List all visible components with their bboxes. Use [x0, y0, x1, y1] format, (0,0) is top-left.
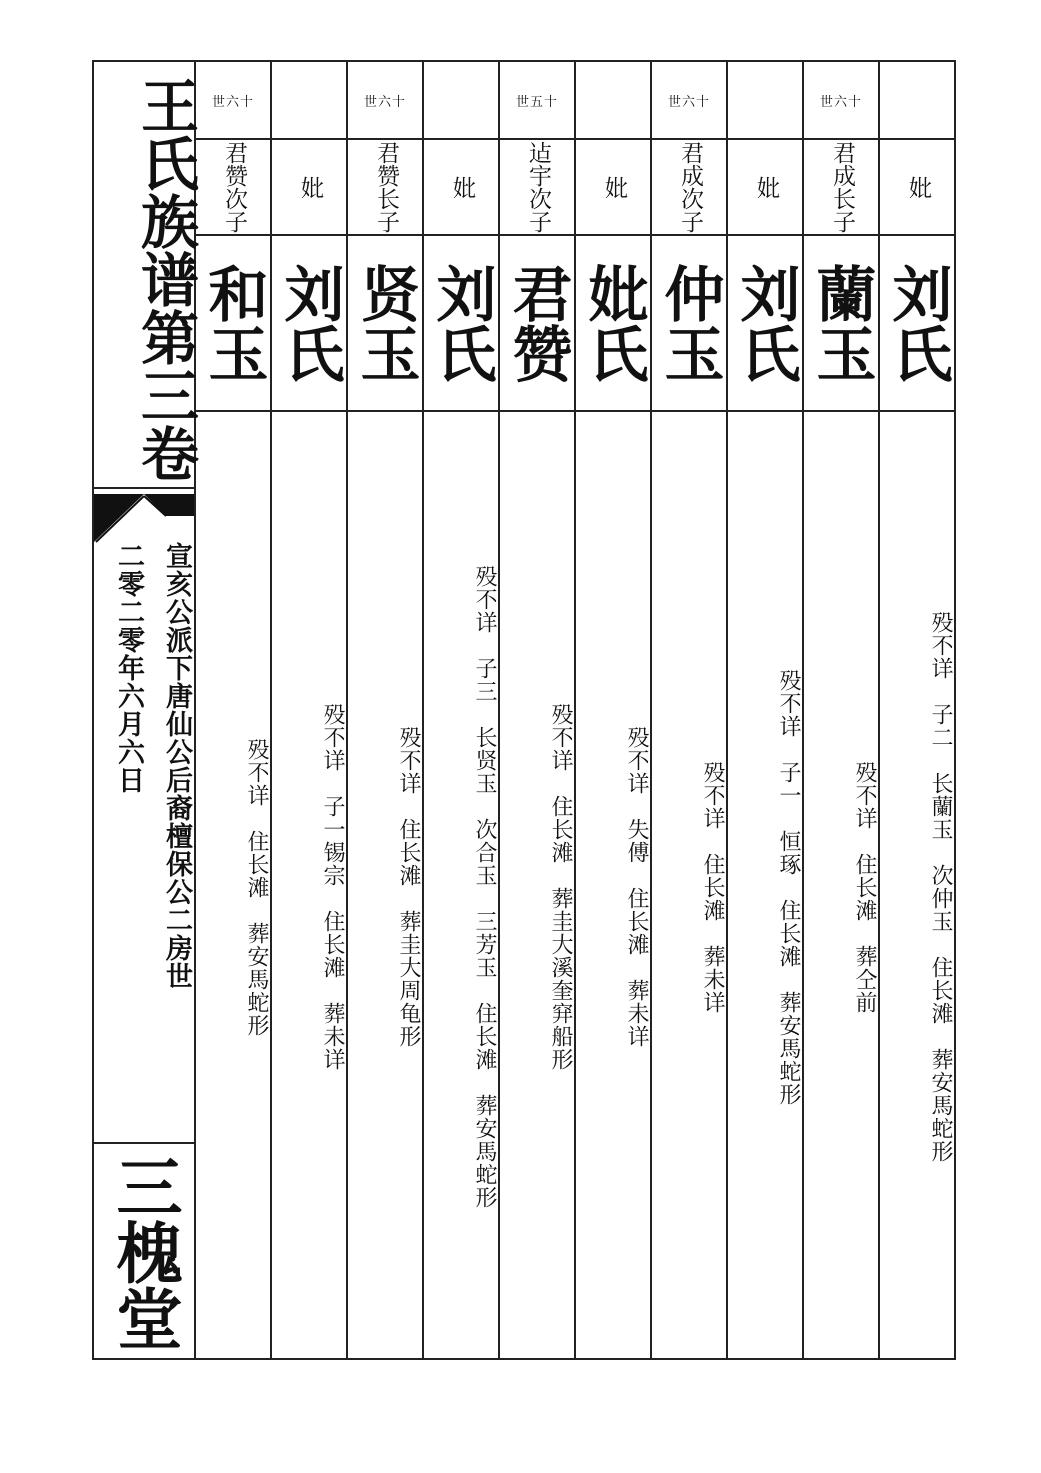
entry-column [652, 62, 728, 1358]
fishtail-ornament [94, 494, 194, 544]
relation-line: 妣 [752, 175, 779, 199]
entry-column [500, 62, 576, 1358]
compilation-date: 二零二零年六月六日 [113, 542, 144, 794]
generation-label [728, 62, 802, 140]
relation-line: 妣 [448, 175, 475, 199]
person-name: 仲玉 [652, 236, 726, 412]
generation-label: 十六世 [652, 62, 726, 140]
relation-line: 次子 [524, 187, 551, 233]
title-column [94, 62, 199, 1358]
hall-name: 三槐堂 [105, 1152, 183, 1351]
entry-column [880, 62, 954, 1358]
person-details: 殁不详 子一 恒琢 住长滩 葬安馬蛇形 [776, 668, 801, 1106]
entry-column [576, 62, 652, 1358]
person-details: 殁不详 子一锡宗 住长滩 葬未详 [320, 703, 345, 1071]
person-details: 殁不详 住长滩 葬未详 [700, 760, 725, 1014]
relation-line: 君成 [676, 141, 703, 187]
relation-line: 君赞 [220, 141, 247, 187]
person-details: 殁不详 失傅 住长滩 葬未详 [624, 726, 649, 1048]
title-divider [94, 487, 194, 489]
generation-label [272, 62, 346, 140]
person-name: 蘭玉 [804, 236, 878, 412]
relation-line: 君成 [828, 141, 855, 187]
relation-cell [500, 140, 574, 236]
person-details: 殁不详 住长滩 葬安馬蛇形 [244, 737, 269, 1037]
person-name: 刘氏 [424, 236, 498, 412]
relation-cell [424, 140, 498, 236]
person-details: 殁不详 住长滩 葬圭大周龟形 [396, 726, 421, 1048]
relation-line: 妣 [600, 175, 627, 199]
generation-label [576, 62, 650, 140]
person-details: 殁不详 子三 长贤玉 次合玉 三芳玉 住长滩 葬安馬蛇形 [472, 565, 497, 1209]
person-name: 刘氏 [880, 236, 954, 412]
relation-cell [728, 140, 802, 236]
generation-label: 十五世 [500, 62, 574, 140]
relation-cell [804, 140, 878, 236]
generation-label: 十六世 [804, 62, 878, 140]
entry-column [804, 62, 880, 1358]
relation-cell [348, 140, 422, 236]
entry-column [424, 62, 500, 1358]
lineage-subtitle: 宣亥公派下唐仙公后裔檀保公二房世 [161, 542, 192, 990]
relation-line: 长子 [372, 187, 399, 233]
relation-line: 君赞 [372, 141, 399, 187]
generation-label: 十六世 [196, 62, 270, 140]
generation-label [424, 62, 498, 140]
entry-column [348, 62, 424, 1358]
relation-cell [652, 140, 726, 236]
person-details: 殁不详 住长滩 葬仝前 [852, 760, 877, 1014]
person-details: 殁不详 住长滩 葬圭大溪奎穽船形 [548, 703, 573, 1071]
genealogy-page-frame [92, 60, 956, 1360]
person-name: 刘氏 [272, 236, 346, 412]
relation-cell [196, 140, 270, 236]
person-name: 刘氏 [728, 236, 802, 412]
entry-column [196, 62, 272, 1358]
person-name: 贤玉 [348, 236, 422, 412]
genealogy-table [196, 62, 954, 1358]
relation-cell [576, 140, 650, 236]
relation-line: 迠宇 [524, 141, 551, 187]
book-title: 王氏族谱第三卷 [131, 75, 199, 482]
relation-line: 长子 [828, 187, 855, 233]
relation-line: 次子 [676, 187, 703, 233]
entry-column [728, 62, 804, 1358]
entry-column [272, 62, 348, 1358]
relation-line: 妣 [296, 175, 323, 199]
relation-line: 妣 [904, 175, 931, 199]
person-name: 和玉 [196, 236, 270, 412]
relation-cell [272, 140, 346, 236]
person-details: 殁不详 子二 长蘭玉 次仲玉 住长滩 葬安馬蛇形 [928, 611, 953, 1163]
relation-line: 次子 [220, 187, 247, 233]
person-name: 妣氏 [576, 236, 650, 412]
generation-label [880, 62, 954, 140]
person-name: 君赞 [500, 236, 574, 412]
generation-label: 十六世 [348, 62, 422, 140]
relation-cell [880, 140, 954, 236]
